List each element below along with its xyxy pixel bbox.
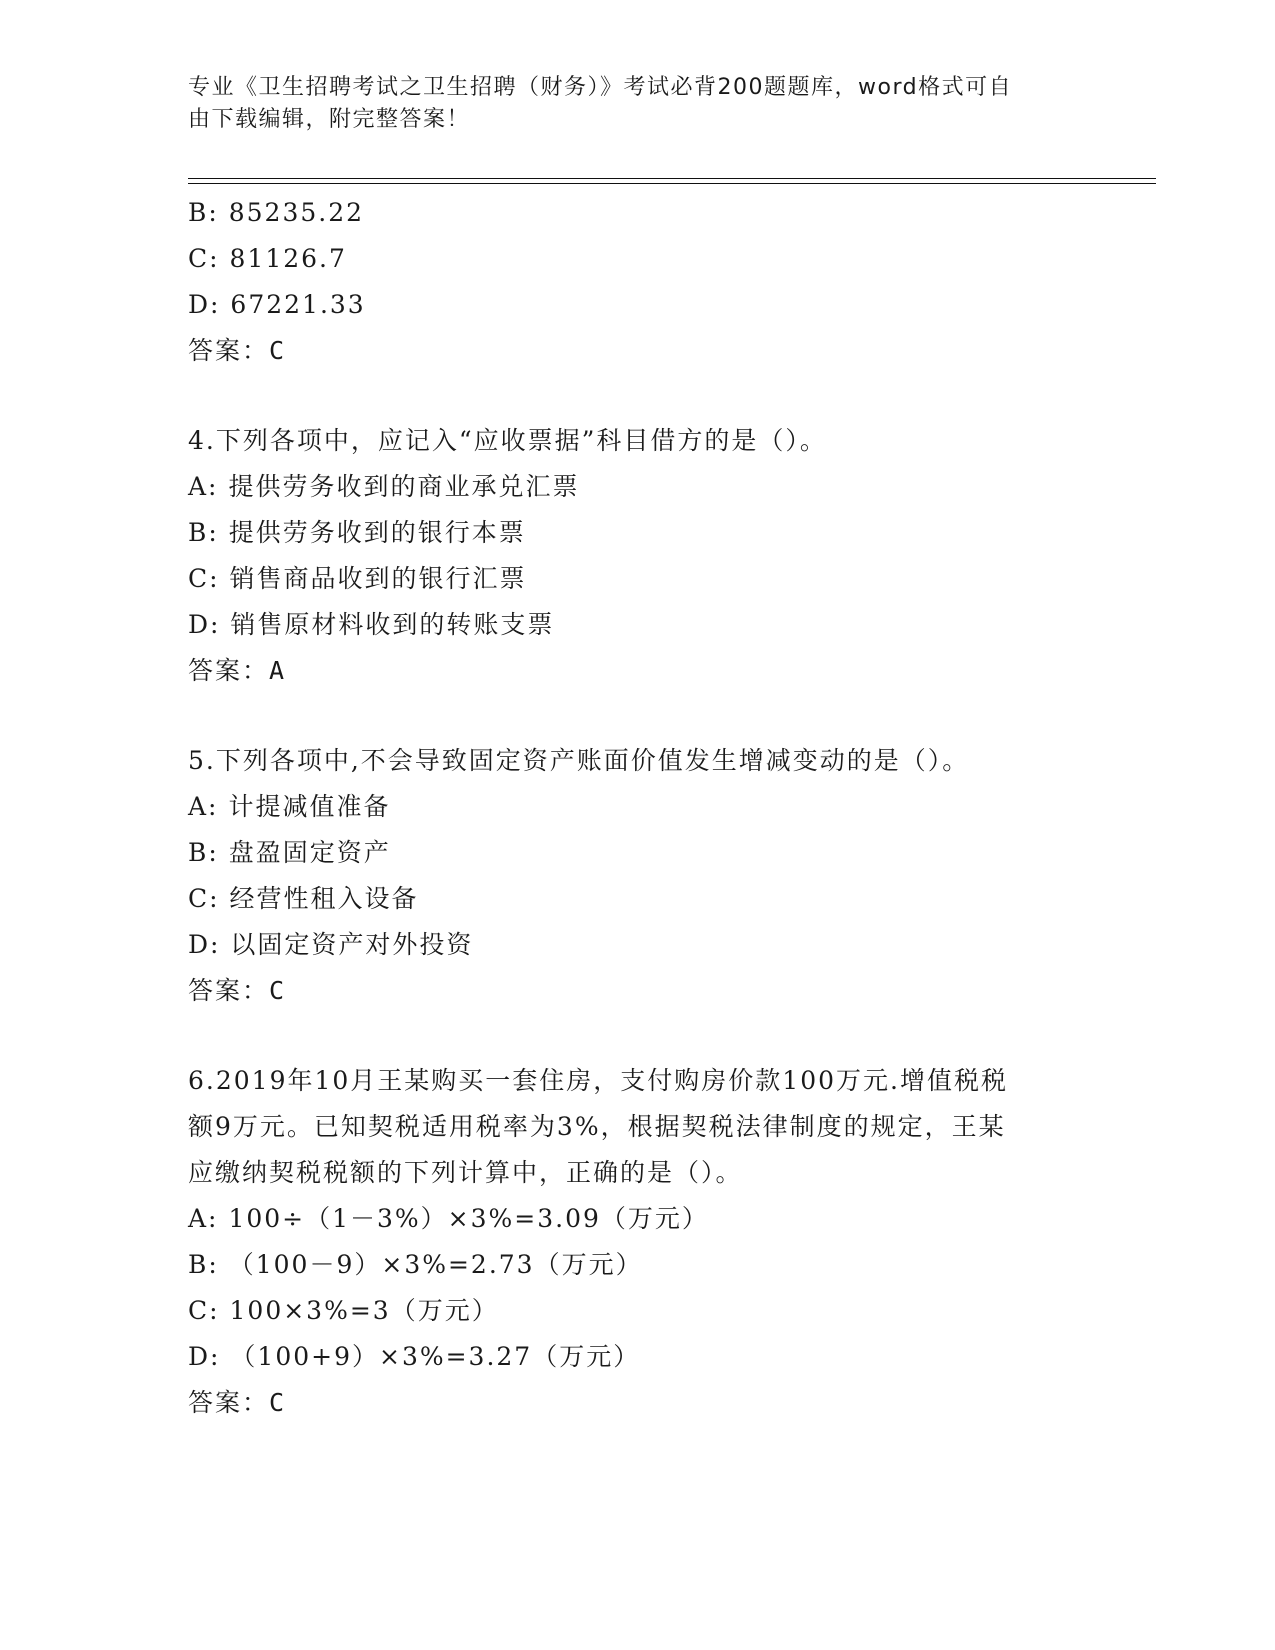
option-c — [188, 1288, 1088, 1334]
option-d — [188, 602, 1088, 648]
question-stem-line-1: 6.2019年10月王某购买一套住房，支付购房价款100万元.增值税税 — [188, 1066, 1008, 1095]
option-text: 100÷（1－3%）×3%=3.09（万元） — [228, 1204, 709, 1233]
header-line-1: 专业《卫生招聘考试之卫生招聘（财务）》考试必背200题题库，word格式可自 — [188, 75, 1013, 100]
option-key: D: — [188, 290, 221, 319]
spacer — [188, 694, 1088, 738]
option-d — [188, 282, 1088, 328]
option-key: C: — [188, 244, 220, 273]
option-text: 81126.7 — [229, 244, 347, 273]
option-key: A: — [188, 1204, 219, 1233]
option-key: B: — [188, 838, 219, 867]
option-a — [188, 784, 1088, 830]
option-text: 盘盈固定资产 — [228, 838, 391, 867]
header-divider-bottom — [188, 183, 1156, 184]
option-key: A: — [188, 792, 219, 821]
spacer — [188, 1014, 1088, 1058]
question-3-tail — [188, 190, 1088, 374]
question-6 — [188, 1058, 1088, 1426]
option-b — [188, 190, 1088, 236]
option-key: C: — [188, 1296, 220, 1325]
option-b — [188, 830, 1088, 876]
answer-line — [188, 968, 1088, 1014]
question-4 — [188, 418, 1088, 694]
option-c — [188, 556, 1088, 602]
option-key: D: — [188, 610, 221, 639]
question-stem-line-3: 应缴纳契税税额的下列计算中，正确的是（）。 — [188, 1158, 743, 1187]
answer-value: A — [269, 656, 287, 685]
option-text: 67221.33 — [230, 290, 366, 319]
question-stem: 4.下列各项中，应记入“应收票据”科目借方的是（）。 — [188, 426, 827, 455]
option-b — [188, 1242, 1088, 1288]
answer-label: 答案： — [188, 656, 270, 685]
option-a — [188, 1196, 1088, 1242]
header-divider-top — [188, 178, 1156, 179]
question-content — [188, 190, 1088, 1426]
option-d — [188, 922, 1088, 968]
option-key: B: — [188, 518, 219, 547]
option-a — [188, 464, 1088, 510]
answer-label: 答案： — [188, 336, 270, 365]
question-5 — [188, 738, 1088, 1014]
answer-value: C — [269, 976, 287, 1005]
answer-line — [188, 328, 1088, 374]
answer-label: 答案： — [188, 976, 270, 1005]
spacer — [188, 374, 1088, 418]
option-c — [188, 876, 1088, 922]
option-c — [188, 236, 1088, 282]
option-b — [188, 510, 1088, 556]
question-stem-line-2: 额9万元。已知契税适用税率为3%，根据契税法律制度的规定，王某 — [188, 1112, 1006, 1141]
option-key: D: — [188, 930, 221, 959]
document-header — [188, 72, 1088, 136]
option-text: （100－9）×3%=2.73（万元） — [228, 1250, 643, 1279]
option-text: 销售商品收到的银行汇票 — [229, 564, 527, 593]
option-d — [188, 1334, 1088, 1380]
question-stem: 5.下列各项中,不会导致固定资产账面价值发生增减变动的是（）。 — [188, 746, 970, 775]
option-text: 计提减值准备 — [228, 792, 391, 821]
answer-label: 答案： — [188, 1388, 270, 1417]
option-key: A: — [188, 472, 219, 501]
answer-line — [188, 648, 1088, 694]
option-key: C: — [188, 564, 220, 593]
option-key: C: — [188, 884, 220, 913]
option-key: B: — [188, 1250, 219, 1279]
answer-value: C — [269, 1388, 287, 1417]
option-key: D: — [188, 1342, 221, 1371]
option-text: 经营性租入设备 — [229, 884, 419, 913]
option-text: （100+9）×3%=3.27（万元） — [230, 1342, 641, 1371]
option-text: 85235.22 — [228, 198, 365, 227]
option-text: 提供劳务收到的商业承兑汇票 — [228, 472, 580, 501]
option-text: 销售原材料收到的转账支票 — [230, 610, 555, 639]
answer-value: C — [269, 336, 287, 365]
header-line-2: 由下载编辑，附完整答案！ — [188, 107, 471, 132]
option-key: B: — [188, 198, 219, 227]
option-text: 提供劳务收到的银行本票 — [228, 518, 526, 547]
answer-line — [188, 1380, 1088, 1426]
option-text: 100×3%=3（万元） — [229, 1296, 499, 1325]
option-text: 以固定资产对外投资 — [230, 930, 474, 959]
